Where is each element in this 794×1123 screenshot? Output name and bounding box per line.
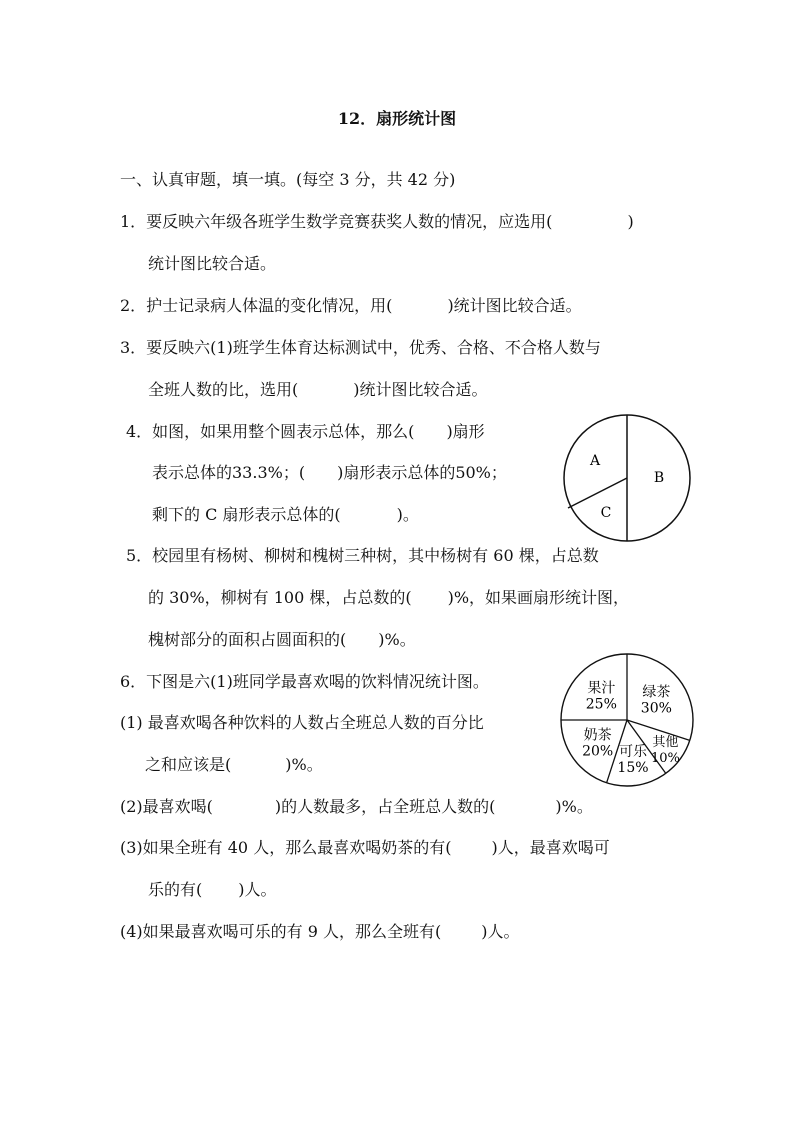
question-6-text: (3)如果全班有 40 人，那么最喜欢喝奶茶的有(: [120, 838, 452, 857]
question-4: [126, 422, 485, 442]
question-6-text: )的人数最多，占全班总人数的(: [274, 797, 496, 816]
pie-value-label: 30%: [640, 700, 672, 717]
pie-category-label: 果汁: [587, 680, 616, 697]
question-4-text: 4．如图，如果用整个圆表示总体，那么(: [126, 422, 415, 441]
question-6-text: (2)最喜欢喝(: [120, 797, 213, 816]
pie-value-label: 20%: [582, 743, 614, 760]
question-6: 6．下图是六(1)班同学最喜欢喝的饮料情况统计图。: [120, 672, 489, 691]
question-6-text: )%。: [285, 755, 323, 774]
question-3-text-end: )统计图比较合适。: [353, 380, 488, 399]
question-6-part-2: [120, 797, 593, 817]
question-5-text-d: )%。: [378, 630, 416, 649]
question-6-text: )人。: [238, 880, 277, 899]
question-6-part-3: [120, 838, 610, 858]
pie-value-label: 10%: [650, 750, 680, 766]
question-6-text: 之和应该是(: [145, 755, 232, 774]
question-1: [120, 212, 634, 232]
question-5-line2: [148, 588, 629, 608]
pie-category-label: 奶茶: [583, 727, 612, 744]
question-1-cont: 统计图比较合适。: [148, 254, 277, 273]
question-4-text-e: 剩下的 C 扇形表示总体的(: [152, 505, 341, 524]
question-1-close: ): [627, 212, 634, 231]
question-6-text: )人。: [481, 922, 520, 941]
question-5-text-a: 的 30%，柳树有 100 棵，占总数的(: [148, 588, 412, 607]
question-4-text-b: )扇形: [446, 422, 485, 441]
drink-pie-chart: [556, 650, 704, 790]
question-5-text-b: )%，如果画扇形统计图，: [447, 588, 630, 607]
question-2-text-end: )统计图比较合适。: [447, 296, 582, 315]
question-4-line2: [152, 463, 507, 483]
question-5-line3: [148, 630, 416, 650]
pie-label-a: A: [589, 453, 601, 469]
question-4-text-d: )扇形表示总体的50%；: [337, 463, 507, 482]
question-1-text: 1．要反映六年级各班学生数学竞赛获奖人数的情况，应选用(: [120, 212, 553, 231]
question-6-text: )人，最喜欢喝可: [491, 838, 610, 857]
question-6-part-1: (1) 最喜欢喝各种饮料的人数占全班总人数的百分比: [120, 713, 484, 732]
question-6-text: )%。: [555, 797, 593, 816]
question-6-part-3-cont: [148, 880, 277, 900]
question-4-text-f: )。: [396, 505, 419, 524]
pie-category-label: 可乐: [618, 743, 647, 760]
question-4-text-c: 表示总体的33.3%；(: [152, 463, 306, 482]
section-heading: 一、认真审题，填一填。(每空 3 分，共 42 分): [120, 170, 456, 189]
question-6-text: 乐的有(: [148, 880, 203, 899]
question-6-part-1-cont: [145, 755, 323, 775]
question-3-cont: [148, 380, 488, 400]
question-5-text-c: 槐树部分的面积占圆面积的(: [148, 630, 347, 649]
question-5: 5．校园里有杨树、柳树和槐树三种树，其中杨树有 60 棵，占总数: [126, 546, 599, 565]
question-6-part-4: [120, 922, 520, 942]
pie-label-b: B: [653, 470, 665, 486]
page-title: 12．扇形统计图: [337, 109, 457, 128]
abc-pie-chart: [558, 412, 698, 544]
question-3: 3．要反映六(1)班学生体育达标测试中，优秀、合格、不合格人数与: [120, 338, 601, 357]
question-6-text: (4)如果最喜欢喝可乐的有 9 人，那么全班有(: [120, 922, 442, 941]
pie-category-label: 绿茶: [642, 684, 671, 701]
question-2-text: 2．护士记录病人体温的变化情况，用(: [120, 296, 393, 315]
pie-label-c: C: [600, 505, 612, 521]
question-3-text: 全班人数的比，选用(: [148, 380, 299, 399]
pie-value-label: 15%: [617, 759, 649, 776]
pie-value-label: 25%: [585, 696, 617, 713]
question-4-line3: [152, 505, 419, 525]
pie-category-label: 其他: [652, 734, 679, 750]
question-2: [120, 296, 582, 316]
